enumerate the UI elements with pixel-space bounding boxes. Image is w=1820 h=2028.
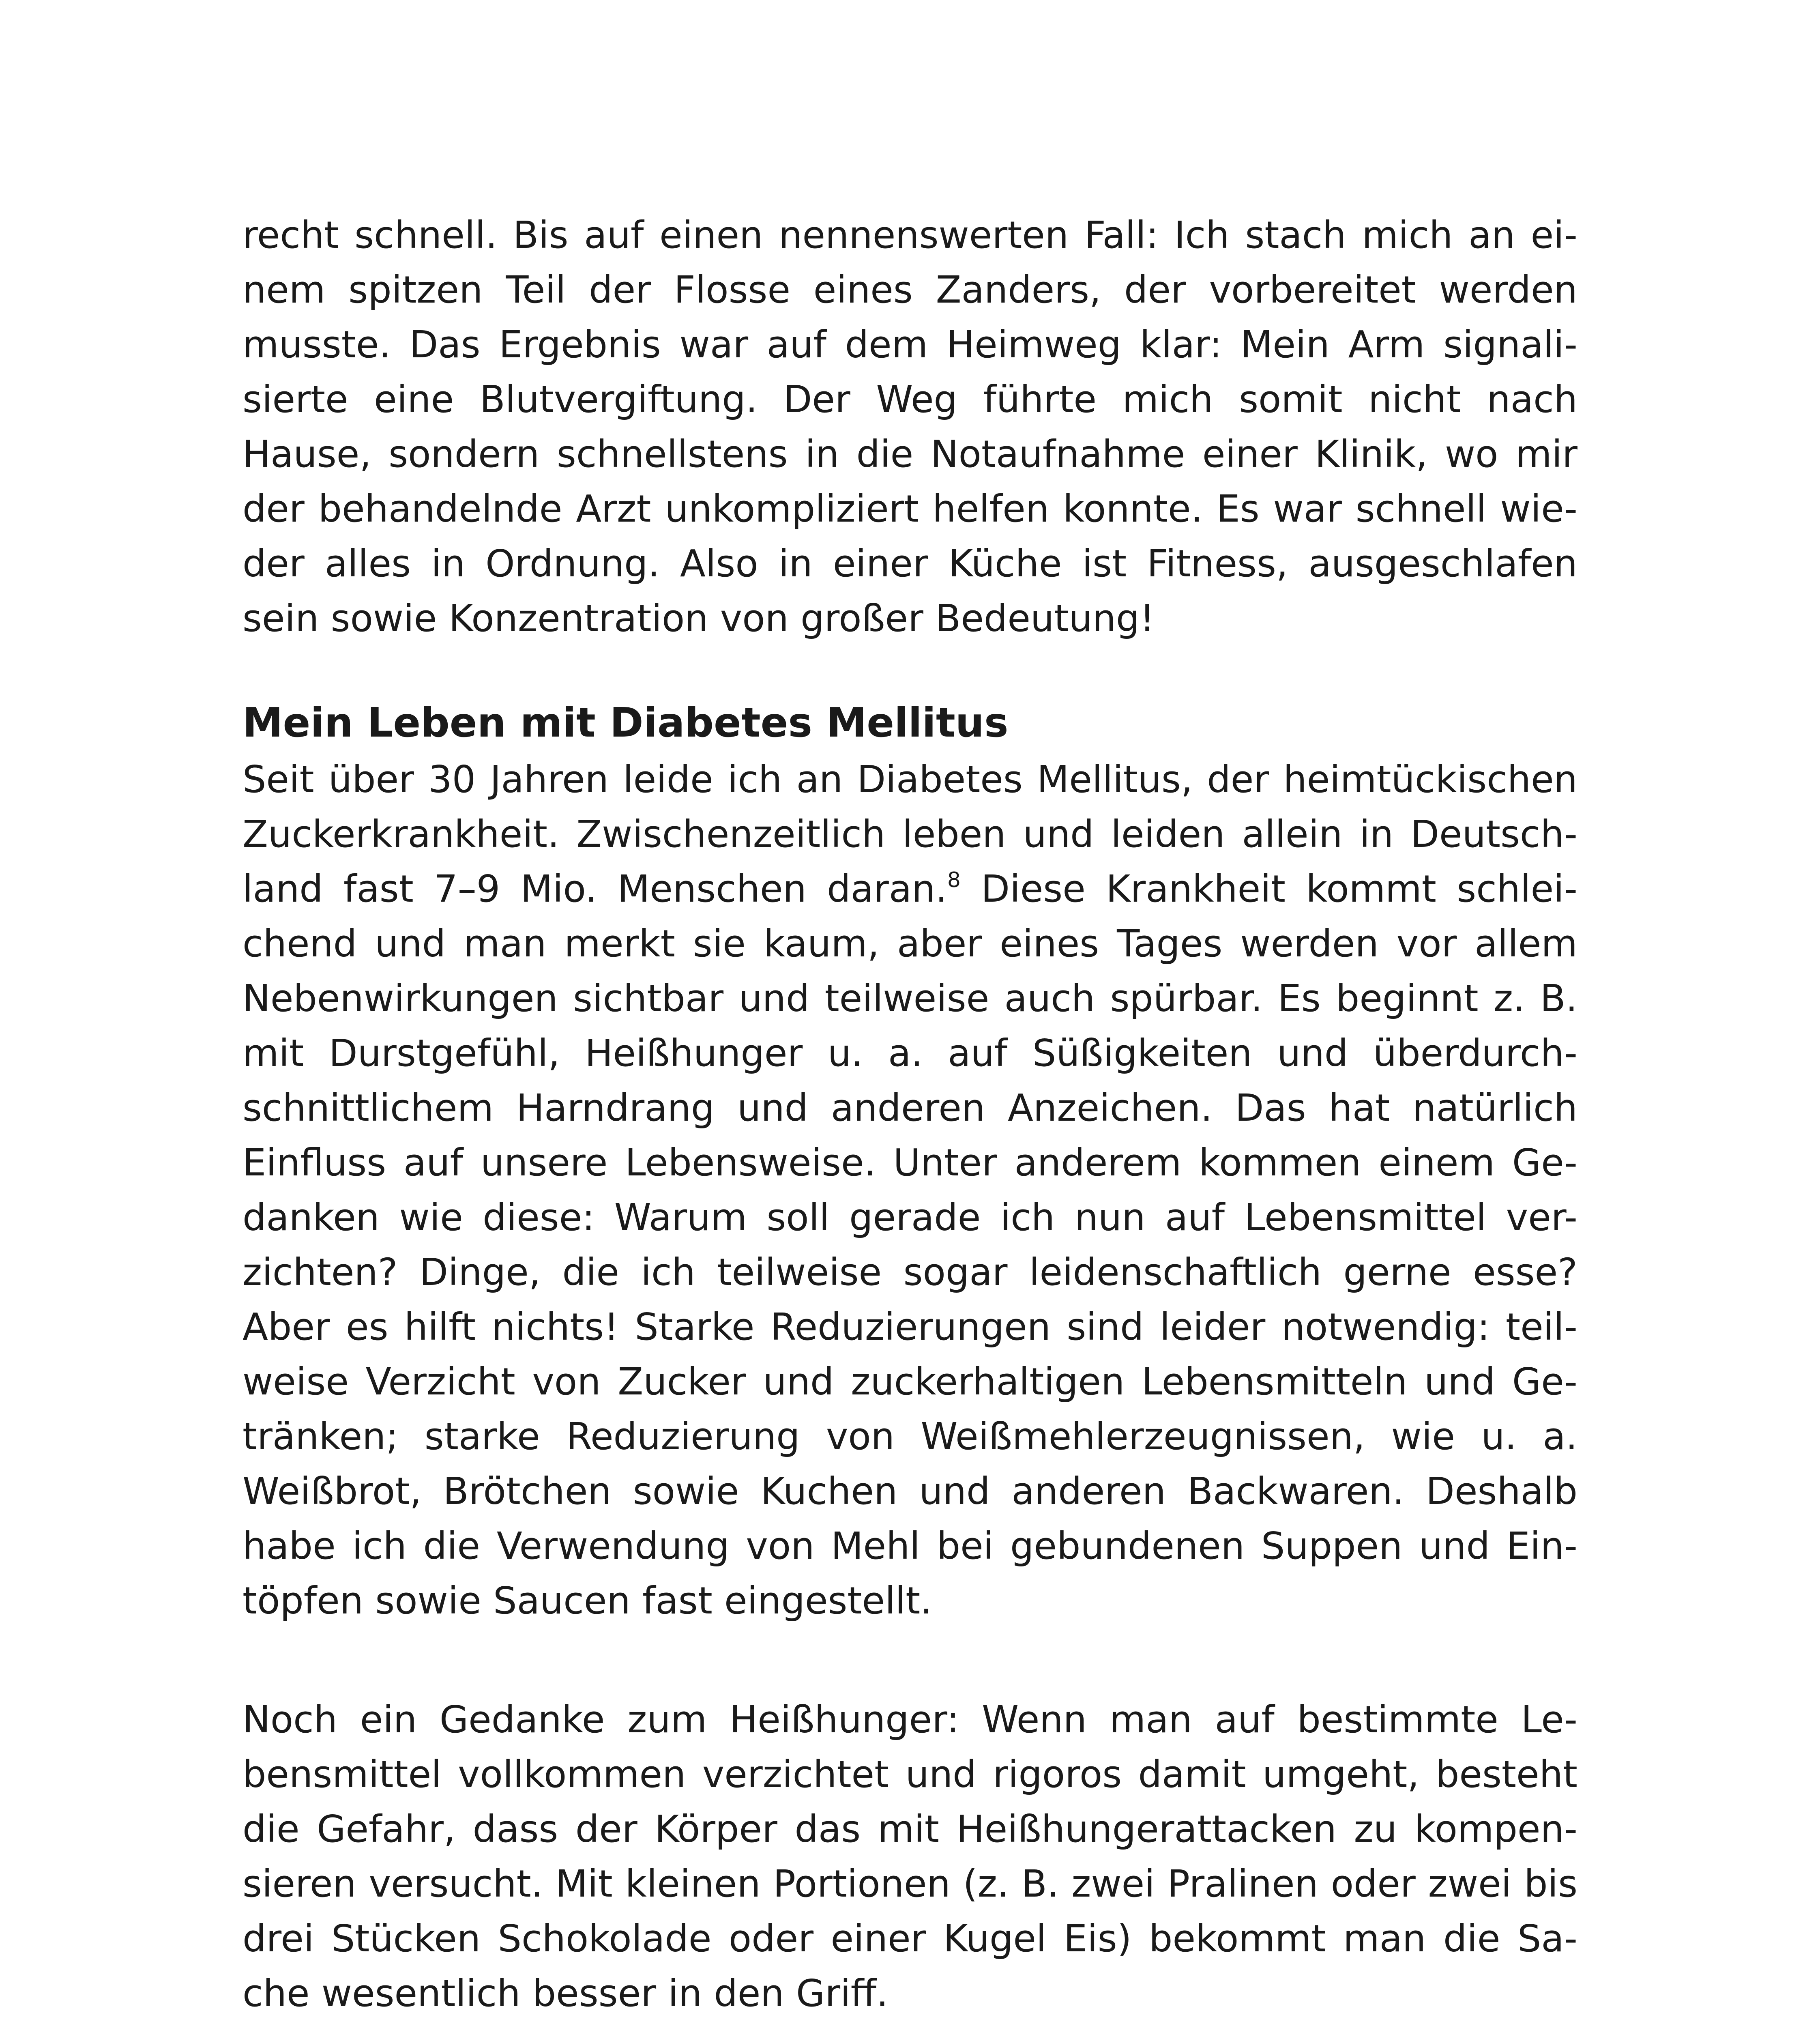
paragraph-line: Zuckerkrankheit. Zwischenzeitlich leben und leiden allein in Deutsch- bbox=[243, 812, 1577, 856]
paragraph-line: danken wie diese: Warum soll gerade ich nun auf Lebensmittel ver- bbox=[243, 1196, 1577, 1239]
paragraph-line: der behandelnde Arzt unkompliziert helfen konnte. Es war schnell wie- bbox=[243, 487, 1577, 531]
paragraph-line: drei Stücken Schokolade oder einer Kugel Eis) bekommt man die Sa- bbox=[243, 1917, 1577, 1960]
paragraph-line: tränken; starke Reduzierung von Weißmehlerzeugnissen, wie u. a. bbox=[243, 1415, 1577, 1458]
paragraph-line: zichten? Dinge, die ich teilweise sogar leidenschaftlich gerne esse? bbox=[243, 1250, 1577, 1294]
paragraph-1 bbox=[243, 208, 1577, 646]
paragraph-line: chend und man merkt sie kaum, aber eines Tages werden vor allem bbox=[243, 922, 1577, 965]
paragraph-line: töpfen sowie Saucen fast eingestellt. bbox=[243, 1579, 932, 1622]
paragraph-line: der alles in Ordnung. Also in einer Küche ist Fitness, ausgeschlafen bbox=[243, 542, 1577, 585]
paragraph-3 bbox=[243, 1692, 1577, 2021]
section-heading: Mein Leben mit Diabetes Mellitus bbox=[243, 699, 1009, 746]
paragraph-line: Aber es hilft nichts! Starke Reduzierungen sind leider notwendig: teil- bbox=[243, 1305, 1577, 1349]
paragraph-line-with-footnote bbox=[243, 861, 1577, 916]
paragraph-line: habe ich die Verwendung von Mehl bei gebundenen Suppen und Ein- bbox=[243, 1524, 1577, 1568]
footnote-marker[interactable]: 8 bbox=[947, 868, 961, 892]
paragraph-line: recht schnell. Bis auf einen nennenswerten Fall: Ich stach mich an ei- bbox=[243, 213, 1577, 257]
paragraph-line: Nebenwirkungen sichtbar und teilweise auch spürbar. Es beginnt z. B. bbox=[243, 977, 1577, 1020]
paragraph-2 bbox=[243, 752, 1577, 1628]
paragraph-line: bensmittel vollkommen verzichtet und rigoros damit umgeht, besteht bbox=[243, 1753, 1577, 1796]
paragraph-line: musste. Das Ergebnis war auf dem Heimweg klar: Mein Arm signali- bbox=[243, 323, 1577, 366]
paragraph-line: che wesentlich besser in den Griff. bbox=[243, 1972, 889, 2015]
paragraph-line: die Gefahr, dass der Körper das mit Heißhungerattacken zu kompen- bbox=[243, 1807, 1577, 1851]
paragraph-line: Seit über 30 Jahren leide ich an Diabetes Mellitus, der heimtückischen bbox=[243, 758, 1577, 801]
paragraph-line: mit Durstgefühl, Heißhunger u. a. auf Süßigkeiten und überdurch- bbox=[243, 1031, 1577, 1075]
paragraph-line: sein sowie Konzentration von großer Bedeutung! bbox=[243, 597, 1155, 640]
paragraph-line: schnittlichem Harndrang und anderen Anzeichen. Das hat natürlich bbox=[243, 1086, 1577, 1130]
paragraph-line: Weißbrot, Brötchen sowie Kuchen und anderen Backwaren. Deshalb bbox=[243, 1469, 1577, 1513]
line-segment: land fast 7–9 Mio. Menschen daran. bbox=[243, 867, 947, 911]
paragraph-line: Einfluss auf unsere Lebensweise. Unter anderem kommen einem Ge- bbox=[243, 1141, 1577, 1184]
paragraph-line: nem spitzen Teil der Flosse eines Zanders, der vorbereitet werden bbox=[243, 268, 1577, 312]
paragraph-line: Noch ein Gedanke zum Heißhunger: Wenn man auf bestimmte Le- bbox=[243, 1698, 1577, 1741]
paragraph-line: sierte eine Blutvergiftung. Der Weg führte mich somit nicht nach bbox=[243, 378, 1577, 421]
paragraph-line: Hause, sondern schnellstens in die Notaufnahme einer Klinik, wo mir bbox=[243, 432, 1577, 476]
paragraph-line: weise Verzicht von Zucker und zuckerhaltigen Lebensmitteln und Ge- bbox=[243, 1360, 1577, 1403]
line-segment: Diese Krankheit kommt schlei- bbox=[960, 867, 1578, 911]
paragraph-line: sieren versucht. Mit kleinen Portionen (z. B. zwei Pralinen oder zwei bis bbox=[243, 1862, 1577, 1906]
